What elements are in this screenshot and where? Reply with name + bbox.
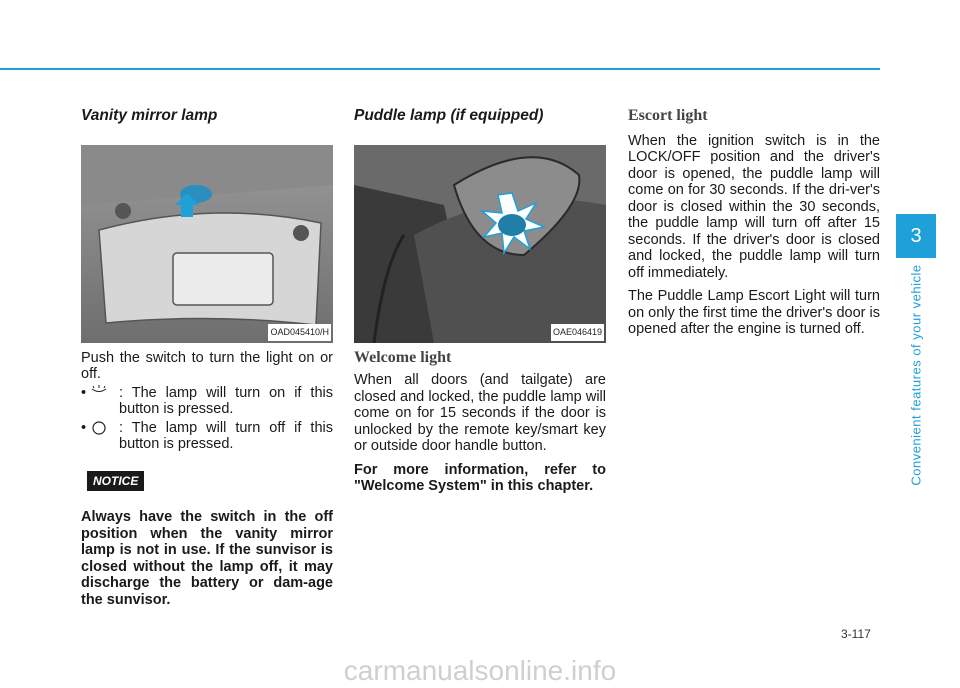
welcome-light-text: When all doors (and tailgate) are closed and locked, the puddle lamp will come on for 15 seconds if the door is unlocked by the remote key/smart key or outside door handle button. <box>354 372 606 454</box>
notice-label: NOTICE <box>87 471 144 492</box>
page-number: 3-117 <box>841 627 871 641</box>
escort-light-text-1: When the ignition switch is in the LOCK/OFF position and the driver's door is opened, the puddle lamp will come on for 30 seconds. If the dri-ver's door is closed within the 30 seconds, the puddle lamp will turn off after 15 seconds. If the driver's door is closed and locked, the puddle lamp will turn off immediately. <box>628 132 880 281</box>
sunvisor-illustration <box>81 145 333 343</box>
lamp-on-icon <box>90 385 108 397</box>
watermark: carmanualsonline.info <box>343 655 617 686</box>
column-puddle-lamp <box>354 108 606 495</box>
heading-puddle-lamp: Puddle lamp (if equipped) <box>354 107 544 124</box>
bullet-text: : The lamp will turn on if this button is pressed. <box>119 384 333 417</box>
notice-text: Always have the switch in the off position when the vanity mirror lamp is not in use. If the sunvisor is closed without the lamp off, it may discharge the battery or dam-age the sunvisor. <box>81 509 333 608</box>
puddle-lamp-illustration <box>354 145 606 343</box>
chapter-title: Convenient features of your vehicle <box>908 264 924 486</box>
column-escort-light <box>628 108 880 338</box>
bullet-lamp-off: • : The lamp will turn off if this button is pressed. <box>81 419 333 452</box>
header-rule <box>0 68 880 70</box>
puddle-lamp-figure <box>354 145 606 343</box>
chapter-number-tab: 3 <box>896 214 936 258</box>
heading-vanity-mirror-lamp: Vanity mirror lamp <box>81 107 218 124</box>
welcome-system-reference: For more information, refer to "Welcome System" in this chapter. <box>354 461 606 494</box>
lamp-off-icon <box>90 420 108 436</box>
vanity-mirror-figure <box>81 145 333 343</box>
subheading-welcome-light: Welcome light <box>354 348 452 366</box>
figure-code: OAE046419 <box>551 324 604 341</box>
column-vanity-mirror-lamp <box>81 108 333 608</box>
bullet-text: : The lamp will turn off if this button is pressed. <box>119 419 333 452</box>
intro-text: Push the switch to turn the light on or off. <box>81 349 333 382</box>
figure-code: OAD045410/H <box>268 324 331 341</box>
bullet-lamp-on: • : The lamp will turn on if this button is pressed. <box>81 384 333 417</box>
subheading-escort-light: Escort light <box>628 107 708 124</box>
escort-light-text-2: The Puddle Lamp Escort Light will turn on only the first time the driver's door is opened after the engine is turned off. <box>628 288 880 337</box>
